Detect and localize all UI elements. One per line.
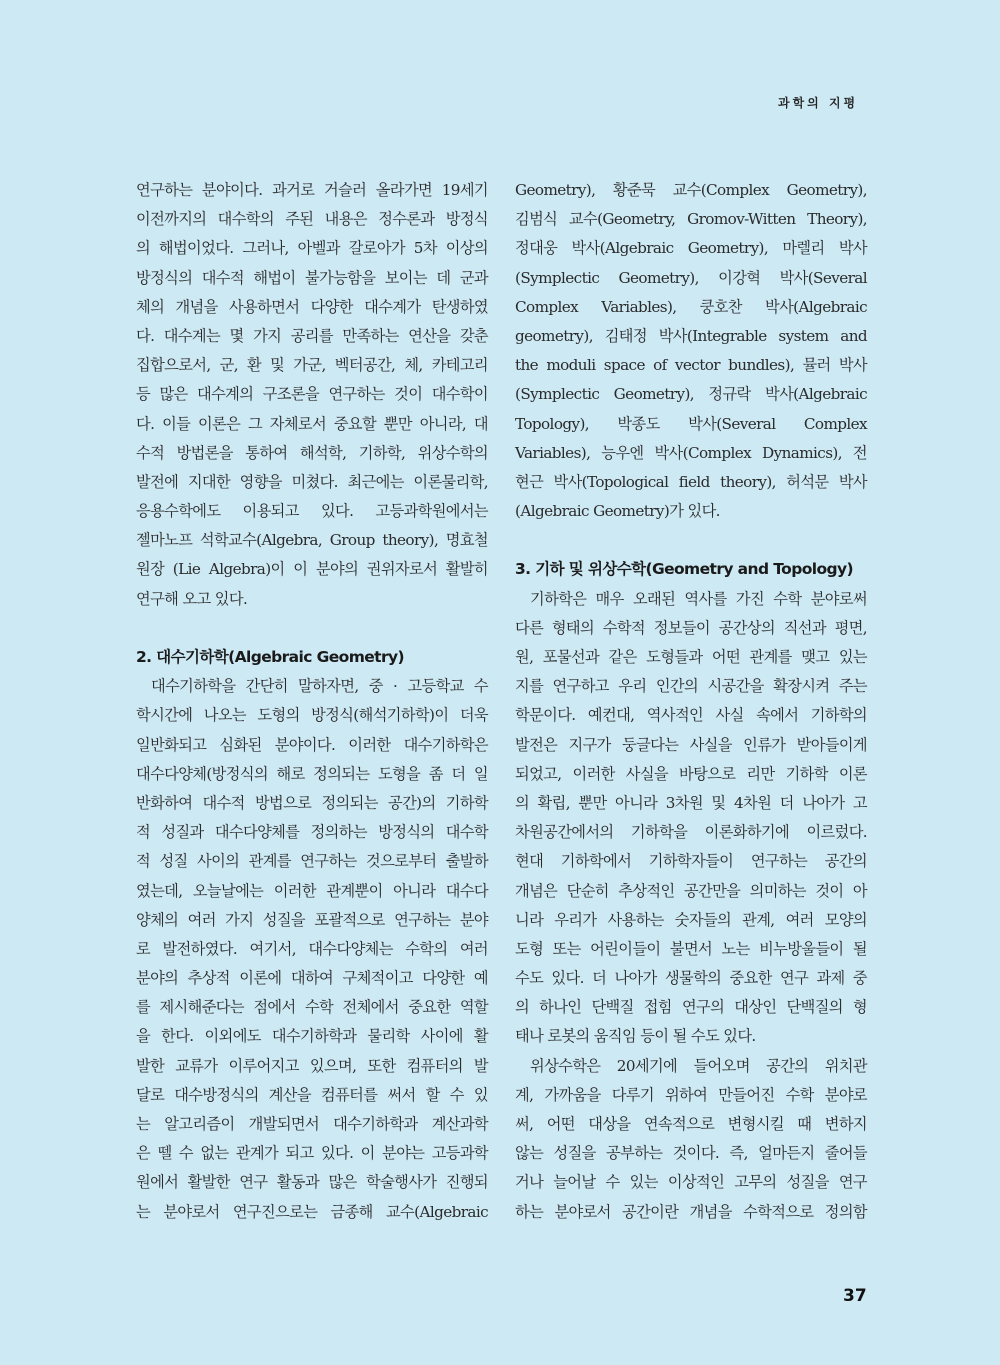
text-line: Variables), 능우엔 박사(Complex Dynamics), 전	[515, 443, 867, 462]
text-line: 응용수학에도 이용되고 있다. 고등과학원에서는	[136, 502, 488, 521]
text-line: Topology), 박종도 박사(Several Complex	[515, 414, 867, 433]
text-line: 다. 대수계는 몇 가지 공리를 만족하는 연산을 갖춘	[136, 326, 488, 345]
text-line: 차원공간에서의 기하학을 이론화하기에 이르렀다.	[515, 823, 867, 842]
text-line: 태나 로봇의 움직임 등이 될 수도 있다.	[515, 1027, 756, 1046]
text-line: 써, 어떤 대상을 연속적으로 변형시킬 때 변하지	[515, 1115, 867, 1133]
section-heading: 2. 대수기하학(Algebraic Geometry)	[136, 648, 405, 666]
text-line: 발전은 지구가 둥글다는 사실을 인류가 받아들이게	[515, 735, 867, 754]
text-line: (Symplectic Geometry), 정규락 박사(Algebraic	[515, 385, 867, 404]
text-line: 정대웅 박사(Algebraic Geometry), 마렐리 박사	[515, 239, 867, 258]
text-line: 학문이다. 예컨대, 역사적인 사실 속에서 기하학의	[515, 706, 867, 725]
text-line: 를 제시해준다는 점에서 수학 전체에서 중요한 역할	[136, 998, 488, 1017]
text-line: 현대 기하학에서 기하학자들이 연구하는 공간의	[515, 852, 867, 871]
text-line: 반화하여 대수적 방법으로 정의되는 공간)의 기하학	[136, 793, 488, 812]
text-line: 기하학은 매우 오래된 역사를 가진 수학 분야로써	[530, 589, 867, 608]
text-line: 거나 늘어날 수 있는 이상적인 고무의 성질을 연구	[515, 1173, 867, 1192]
text-line: 젤마노프 석학교수(Algebra, Group theory), 명효철	[136, 531, 488, 550]
text-line: Geometry), 황준묵 교수(Complex Geometry),	[515, 181, 867, 199]
text-line: 되었고, 이러한 사실을 바탕으로 리만 기하학 이론	[515, 764, 867, 783]
section2-algebraic-geometry	[136, 643, 488, 1227]
text-line: 체의 개념을 사용하면서 다양한 대수계가 탄생하였	[136, 297, 488, 316]
text-line: 분야의 추상적 이론에 대하여 구체적이고 다양한 예	[136, 969, 488, 988]
text-line: geometry), 김태정 박사(Integrable system and	[515, 326, 867, 345]
section-heading: 3. 기하 및 위상수학(Geometry and Topology)	[515, 560, 853, 579]
text-line: 도형 또는 어린이들이 불면서 노는 비누방울들이 될	[515, 939, 867, 958]
section1-continuation	[136, 176, 488, 614]
section3-geometry-topology	[515, 555, 867, 1226]
text-line: 김범식 교수(Geometry, Gromov-Witten Theory),	[515, 210, 867, 229]
text-line: 지를 연구하고 우리 인간의 시공간을 확장시켜 주는	[515, 677, 867, 696]
text-line: 니라 우리가 사용하는 숫자들의 관계, 여러 모양의	[515, 910, 867, 929]
text-line: 적 성질과 대수다양체를 정의하는 방정식의 대수학	[136, 823, 488, 842]
text-line: Complex Variables), 쿵호찬 박사(Algebraic	[515, 297, 867, 316]
text-line: 대수기하학을 간단히 말하자면, 중 · 고등학교 수	[151, 677, 488, 696]
text-line: 연구하는 분야이다. 과거로 거슬러 올라가면 19세기	[136, 181, 488, 199]
text-line: 개념은 단순히 추상적인 공간만을 의미하는 것이 아	[515, 881, 867, 900]
text-line: 등 많은 대수계의 구조론을 연구하는 것이 대수학이	[136, 385, 488, 404]
text-line: 계, 가까움을 다루기 위하여 만들어진 수학 분야로	[515, 1085, 867, 1104]
text-line: 대수다양체(방정식의 해로 정의되는 도형을 좀 더 일	[136, 764, 488, 783]
text-line: 수도 있다. 더 나아가 생물학의 중요한 연구 과제 중	[515, 969, 867, 988]
text-line: 하는 분야로서 공간이란 개념을 수학적으로 정의함	[515, 1202, 867, 1221]
paragraph-gap	[136, 614, 488, 643]
text-line: (Algebraic Geometry)가 있다.	[515, 502, 720, 521]
text-line: 는 분야로서 연구진으로는 금종해 교수(Algebraic	[136, 1202, 488, 1221]
text-line: 로 발전하였다. 여기서, 대수다양체는 수학의 여러	[136, 939, 488, 958]
text-line: 일반화되고 심화된 분야이다. 이러한 대수기하학은	[136, 735, 488, 754]
text-line: 다. 이들 이론은 그 자체로서 중요할 뿐만 아니라, 대	[136, 414, 488, 433]
text-line: 달로 대수방정식의 계산을 컴퓨터를 써서 할 수 있	[136, 1085, 488, 1104]
text-line: 양체의 여러 가지 성질을 포괄적으로 연구하는 분야	[136, 910, 488, 929]
text-line: 였는데, 오늘날에는 이러한 관계뿐이 아니라 대수다	[136, 881, 488, 900]
text-line: 방정식의 대수적 해법이 불가능함을 보이는 데 군과	[136, 268, 488, 287]
text-line: 연구해 오고 있다.	[136, 589, 248, 608]
text-line: 은 뗄 수 없는 관계가 되고 있다. 이 분야는 고등과학	[136, 1144, 488, 1163]
text-line: (Symplectic Geometry), 이강혁 박사(Several	[515, 268, 867, 287]
text-line: 이전까지의 대수학의 주된 내용은 정수론과 방정식	[136, 210, 488, 229]
text-line: 원장 (Lie Algebra)이 이 분야의 권위자로서 활발히	[136, 560, 488, 579]
text-line: 학시간에 나오는 도형의 방정식(해석기하학)이 더욱	[136, 706, 488, 725]
text-line: 발전에 지대한 영향을 미쳤다. 최근에는 이론물리학,	[136, 472, 488, 491]
text-line: 의 하나인 단백질 접힘 연구의 대상인 단백질의 형	[515, 998, 867, 1017]
text-line: 을 한다. 이외에도 대수기하학과 물리학 사이에 활	[136, 1027, 488, 1046]
text-line: 는 알고리즘이 개발되면서 대수기하학과 계산과학	[136, 1115, 488, 1133]
text-line: 의 확립, 뿐만 아니라 3차원 및 4차원 더 나아가 고	[515, 793, 867, 812]
text-line: 발한 교류가 이루어지고 있으며, 또한 컴퓨터의 발	[136, 1056, 488, 1075]
page-number: 37	[843, 1286, 867, 1306]
right-column	[515, 176, 867, 1227]
text-line: the moduli space of vector bundles), 뮬러 박사	[515, 356, 867, 375]
left-column	[136, 176, 488, 1227]
section2-continuation	[515, 176, 867, 526]
text-line: 의 해법이었다. 그러나, 아벨과 갈로아가 5차 이상의	[136, 239, 488, 258]
text-line: 적 성질 사이의 관계를 연구하는 것으로부터 출발하	[136, 852, 488, 871]
text-line: 원, 포물선과 같은 도형들과 어떤 관계를 맺고 있는	[515, 648, 867, 666]
running-header-title: 과학의 지평	[778, 96, 859, 110]
paragraph-gap	[515, 526, 867, 555]
text-line: 원에서 활발한 연구 활동과 많은 학술행사가 진행되	[136, 1173, 488, 1192]
text-line: 집합으로서, 군, 환 및 가군, 벡터공간, 체, 카테고리	[136, 356, 488, 375]
text-line: 현근 박사(Topological field theory), 허석문 박사	[515, 472, 867, 491]
text-line: 위상수학은 20세기에 들어오며 공간의 위치관	[530, 1056, 867, 1075]
text-line: 않는 성질을 공부하는 것이다. 즉, 얼마든지 줄어들	[515, 1144, 867, 1163]
text-line: 수적 방법론을 통하여 해석학, 기하학, 위상수학의	[136, 443, 488, 462]
text-line: 다른 형태의 수학적 정보들이 공간상의 직선과 평면,	[515, 618, 867, 637]
